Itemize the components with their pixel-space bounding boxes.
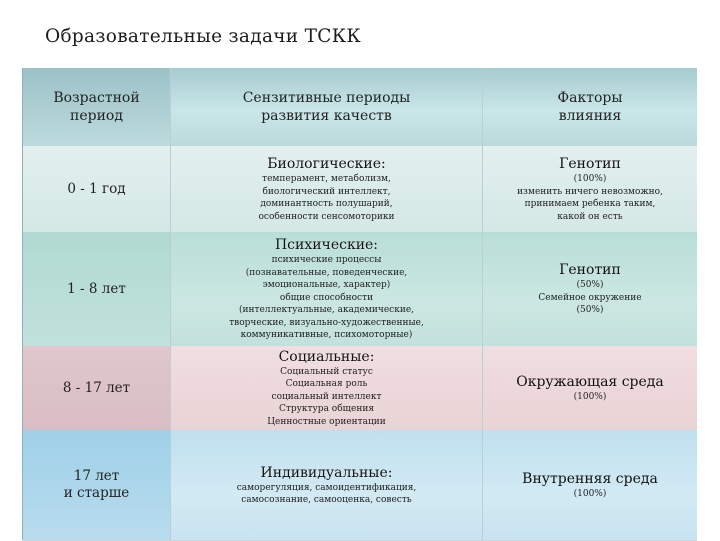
age-cell [23, 430, 171, 540]
table-header-row [23, 68, 697, 147]
factor-title: Генотип [559, 156, 621, 172]
education-table [22, 68, 697, 540]
sensitive-title: Индивидуальные: [260, 464, 393, 481]
sensitive-cell [171, 146, 483, 232]
factor-cell [483, 232, 697, 346]
header-age-cell [23, 68, 171, 146]
age-label: 0 - 1 год [67, 180, 126, 197]
table-row [23, 430, 697, 541]
factor-cell [483, 430, 697, 540]
factor-title: Окружающая среда [516, 373, 664, 390]
sensitive-description: психические процессы (познавательные, поведенческие, эмоциональные, характер) общие способности (интеллектуальные, академические, творческие, визуально-художественные, коммуникативные, психомоторные) [229, 255, 424, 341]
sensitive-title: Социальные: [278, 348, 375, 365]
age-cell [23, 146, 171, 232]
factor-description: (50%) Семейное окружение (50%) [538, 280, 642, 316]
table-row [23, 346, 697, 431]
header-sensitive-cell [171, 68, 483, 146]
age-cell [23, 232, 171, 346]
factor-cell [483, 346, 697, 430]
sensitive-title: Биологические: [267, 156, 386, 172]
age-label: 8 - 17 лет [62, 379, 131, 396]
sensitive-cell [171, 346, 483, 430]
age-cell [23, 346, 171, 430]
sensitive-cell [171, 430, 483, 540]
header-age-label: Возрастной период [53, 90, 140, 124]
table-row [23, 146, 697, 233]
header-factors-cell [483, 68, 697, 146]
factor-title: Генотип [559, 262, 621, 279]
factor-description: (100%) изменить ничего невозможно, принимаем ребенка таким, какой он есть [517, 174, 663, 222]
sensitive-title: Психические: [274, 237, 379, 254]
age-label: 17 лет и старше [63, 468, 130, 501]
page-title: Образовательные задачи ТСКК [45, 26, 361, 47]
factor-cell [483, 146, 697, 232]
sensitive-description: Социальный статус Социальная роль социальный интеллект Структура общения Ценностные ориентации [267, 366, 386, 427]
header-factors-label: Факторы влияния [557, 90, 623, 124]
sensitive-cell [171, 232, 483, 346]
age-label: 1 - 8 лет [67, 280, 126, 297]
sensitive-description: темперамент, метаболизм, биологический интеллект, доминантность полушарий, особенности сенсомоторики [258, 174, 395, 222]
factor-title: Внутренняя среда [522, 470, 658, 487]
table-row [23, 232, 697, 347]
factor-description: (100%) [573, 391, 607, 402]
sensitive-description: саморегуляция, самоидентификация, самосознание, самооценка, совесть [236, 482, 417, 505]
factor-description: (100%) [573, 488, 607, 499]
header-sensitive-label: Сензитивные периоды развития качеств [242, 90, 411, 124]
